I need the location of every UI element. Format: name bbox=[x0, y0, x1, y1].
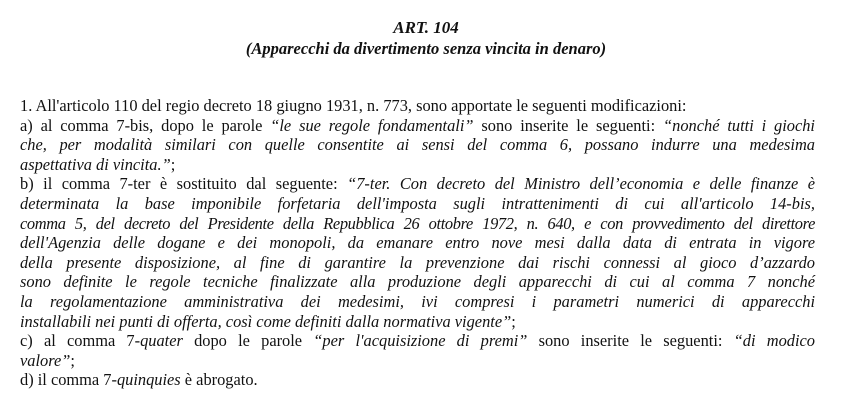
item-b-line-3: comma 5, del decreto del Presidente della Repubblica 26 ottobre 1972, n. 640, e con provvedimento del direttore bbox=[20, 213, 815, 233]
item-b-line-2: determinata la base imponibile forfetaria dell'imposta sugli intrattenimenti di cui all'articolo 14-bis, bbox=[20, 193, 815, 213]
item-b-text: ; bbox=[511, 311, 516, 331]
item-a-quote: aspettativa di vincita.” bbox=[20, 154, 171, 174]
item-b-line-1 bbox=[20, 174, 815, 194]
item-c-quote: “per l'acquisizione di premi” bbox=[313, 331, 528, 351]
item-a-line-1 bbox=[20, 116, 815, 136]
paragraph-intro: 1. All'articolo 110 del regio decreto 18 giugno 1931, n. 773, sono apportate le seguenti modificazioni: bbox=[20, 96, 687, 115]
item-c-line-2 bbox=[20, 351, 815, 371]
item-c-text: c) al comma 7- bbox=[20, 331, 141, 351]
article-body bbox=[20, 96, 815, 390]
item-b-line-6: sono definite le regole tecniche finalizzate alla produzione degli apparecchi di cui al comma 7 nonché bbox=[20, 272, 815, 292]
item-d-line-1 bbox=[20, 370, 815, 390]
item-d-word: quinquies bbox=[116, 370, 181, 390]
item-c-line-1 bbox=[20, 331, 815, 351]
item-c-text: sono inserite le seguenti: bbox=[527, 331, 734, 351]
item-a-text: ; bbox=[170, 154, 176, 174]
item-b-line-8 bbox=[20, 312, 815, 332]
item-b-line-4: dell'Agenzia delle dogane e dei monopoli, da emanare entro nove mesi dalla data di entrata in vigore bbox=[20, 233, 815, 253]
item-c-text: ; bbox=[70, 350, 75, 370]
item-d-text: d) il comma 7- bbox=[20, 370, 117, 390]
item-a-text: a) al comma 7-bis, dopo le parole bbox=[20, 115, 271, 135]
article-title: ART. 104 bbox=[393, 18, 459, 37]
item-a-text: sono inserite le seguenti: bbox=[473, 115, 664, 135]
item-c-word: quater bbox=[140, 331, 183, 351]
item-b-text: b) il comma 7-ter è sostituito dal seguente: bbox=[20, 174, 348, 194]
item-b-line-5: della presente disposizione, al fine di garantire la prevenzione dai rischi connessi al gioco d’azzardo bbox=[20, 252, 815, 272]
item-a-line-2: che, per modalità similari con quelle consentite ai sensi del comma 6, possano indurre una medesima bbox=[20, 135, 815, 155]
article-subtitle: (Apparecchi da divertimento senza vincita in denaro) bbox=[245, 39, 607, 58]
item-b-quote: installabili nei punti di offerta, così come definiti dalla normativa vigente” bbox=[20, 311, 512, 331]
item-a-line-3 bbox=[20, 155, 815, 175]
item-b-line-7: la regolamentazione amministrativa dei medesimi, ivi compresi i parametri numerici di apparecchi bbox=[20, 291, 815, 311]
item-c-quote: valore” bbox=[20, 350, 71, 370]
item-a-quote: “le sue regole fondamentali” bbox=[270, 115, 474, 135]
item-c-text: dopo le parole bbox=[182, 331, 314, 351]
item-c-quote: “di modico bbox=[733, 331, 815, 351]
item-d-text: è abrogato. bbox=[180, 370, 258, 390]
item-a-quote: “nonché tutti i giochi bbox=[663, 115, 815, 135]
item-b-quote: “7-ter. Con decreto del Ministro dell’economia e delle finanze è bbox=[347, 174, 815, 194]
